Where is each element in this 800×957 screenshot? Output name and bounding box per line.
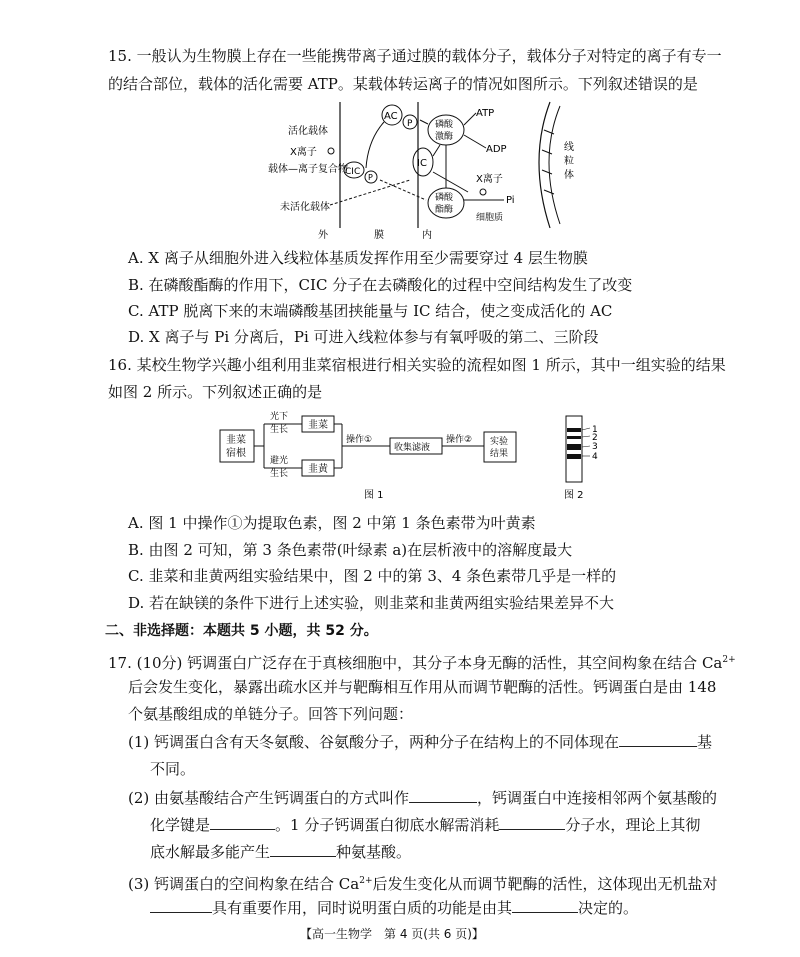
light-grow-2: 生长: [270, 425, 289, 435]
q17-blank-3[interactable]: [210, 815, 275, 830]
phosphatase-label-1: 磷酸: [435, 193, 454, 203]
q15-option-a[interactable]: A. X 离子从细胞外进入线粒体基质发挥作用至少需要穿过 4 层生物膜: [128, 249, 588, 267]
op2-label: 操作②: [446, 435, 473, 445]
cytoplasm-label: 细胞质: [476, 213, 504, 223]
q17-part2-line1: (2) 由氨基酸结合产生钙调蛋白的方式叫作 ，钙调蛋白中连接相邻两个氨基酸的: [128, 789, 718, 807]
pi-label: Pi: [506, 195, 515, 206]
q15-stem-line1: 15. 一般认为生物膜上存在一些能携带离子通过膜的载体分子，载体分子对特定的离子有专一: [108, 47, 722, 65]
label-outside: 外: [318, 230, 328, 241]
q17-blank-1[interactable]: [619, 732, 697, 747]
root-label-2: 宿根: [226, 448, 246, 459]
q17-part1-line1: (1) 钙调蛋白含有天冬氨酸、谷氨酸分子，两种分子在结构上的不同体现在 基: [128, 733, 713, 751]
kinase-label-1: 磷酸: [435, 120, 454, 130]
q15-option-d[interactable]: D. X 离子与 Pi 分离后，Pi 可进入线粒体参与有氧呼吸的第二、三阶段: [128, 328, 599, 346]
band-label-3: 3: [592, 442, 598, 452]
q16-stem-line1: 16. 某校生物学兴趣小组利用韭菜宿根进行相关实验的流程如图 1 所示，其中一组实验的结果: [108, 356, 726, 374]
mitochondrion-outline: [539, 102, 550, 228]
leek-label: 韭菜: [308, 420, 328, 431]
page-footer: 【高一生物学 第 4 页(共 6 页)】: [300, 927, 484, 941]
label-inside: 内: [422, 230, 432, 241]
q17-blank-6[interactable]: [150, 898, 212, 913]
q16-chromatography-strip: [556, 414, 606, 504]
fig2-caption: 图 2: [564, 490, 584, 501]
q17-stem-line3: 个氨基酸组成的单链分子。回答下列问题：: [128, 705, 414, 723]
q15-option-c[interactable]: C. ATP 脱离下来的末端磷酸基团挟能量与 IC 结合，使之变成活化的 AC: [128, 302, 613, 320]
result-label-1: 实验: [490, 437, 509, 447]
q15-option-b[interactable]: B. 在磷酸酯酶的作用下，CIC 分子在去磷酸化的过程中空间结构发生了改变: [128, 276, 633, 294]
adp-label: ADP: [486, 144, 507, 155]
x-ion-inside-label: X离子: [476, 174, 503, 185]
q17-part2-line3: 底水解最多能产生 种氨基酸。: [150, 843, 412, 861]
dark-grow-1: 避光: [270, 456, 289, 466]
phosphatase-label-2: 酯酶: [435, 205, 454, 215]
q15-stem-line2: 的结合部位，载体的活化需要 ATP。某载体转运离子的情况如图所示。下列叙述错误的是: [108, 75, 698, 93]
q17-blank-2[interactable]: [409, 788, 477, 803]
q16-option-c[interactable]: C. 韭菜和韭黄两组实验结果中，图 2 中的第 3、4 条色素带几乎是一样的: [128, 567, 617, 585]
q17-blank-7[interactable]: [512, 898, 578, 913]
label-complex: 载体—离子复合物: [268, 164, 348, 175]
q17-stem-line1: 17. (10分) 钙调蛋白广泛存在于真核细胞中，其分子本身无酶的活性，其空间构象在结合 $Ca^{2+}$: [108, 654, 736, 672]
q16-option-d[interactable]: D. 若在缺镁的条件下进行上述实验，则韭菜和韭黄两组实验结果差异不大: [128, 594, 615, 612]
q17-part2-line2: 化学键是 。1 分子钙调蛋白彻底水解需消耗 分子水，理论上其彻: [150, 816, 701, 834]
fig1-caption: 图 1: [364, 490, 384, 501]
ic-label: IC: [417, 158, 427, 169]
atp-label: ATP: [476, 108, 495, 119]
q16-stem-line2: 如图 2 所示。下列叙述正确的是: [108, 383, 323, 401]
cic-label: CIC: [345, 167, 361, 177]
ac-label: AC: [384, 111, 398, 122]
q17-blank-4[interactable]: [499, 815, 565, 830]
q17-part1-line2: 不同。: [150, 760, 196, 778]
q17-part3-line1: (3) 钙调蛋白的空间构象在结合 $Ca^{2+}$后发生变化从而调节靶酶的活性，这体现出无机盐对: [128, 875, 718, 893]
root-label-1: 韭菜: [226, 435, 246, 446]
x-ion-circle: [328, 148, 334, 154]
q15-carrier-diagram: [268, 100, 588, 242]
op1-label: 操作①: [346, 435, 373, 445]
light-grow-1: 光下: [270, 412, 289, 422]
yellow-leek-label: 韭黄: [308, 464, 328, 475]
q16-option-a[interactable]: A. 图 1 中操作①为提取色素，图 2 中第 1 条色素带为叶黄素: [128, 514, 536, 532]
collect-label: 收集滤液: [394, 443, 431, 453]
kinase-label-2: 激酶: [435, 132, 454, 142]
q16-option-b[interactable]: B. 由图 2 可知，第 3 条色素带(叶绿素 a)在层析液中的溶解度最大: [128, 541, 573, 559]
label-x-ion: X离子: [290, 147, 317, 158]
mito-label-2: 粒: [564, 156, 574, 167]
label-activated-carrier: 活化载体: [288, 126, 328, 137]
section-heading: 二、非选择题：本题共 5 小题，共 52 分。: [105, 623, 378, 639]
label-membrane: 膜: [374, 230, 384, 241]
mito-label-1: 线: [564, 142, 574, 153]
band-label-4: 4: [592, 452, 598, 462]
band-label-2: 2: [592, 433, 598, 443]
p-label-mid: P: [368, 173, 373, 182]
result-label-2: 结果: [490, 449, 509, 459]
band-label-1: 1: [592, 425, 598, 435]
mito-label-3: 体: [564, 170, 574, 181]
label-inactive-carrier: 未活化载体: [280, 202, 330, 213]
x-ion-inside-circle: [480, 189, 486, 195]
q16-flowchart: [218, 410, 528, 502]
q17-part3-line2: 具有重要作用，同时说明蛋白质的功能是由其 决定的。: [150, 897, 638, 919]
q17-blank-5[interactable]: [270, 842, 336, 857]
q17-stem-line2: 后会发生变化，暴露出疏水区并与靶酶相互作用从而调节靶酶的活性。钙调蛋白是由 148: [128, 678, 717, 696]
p-label-top: P: [407, 119, 413, 129]
dark-grow-2: 生长: [270, 469, 289, 479]
